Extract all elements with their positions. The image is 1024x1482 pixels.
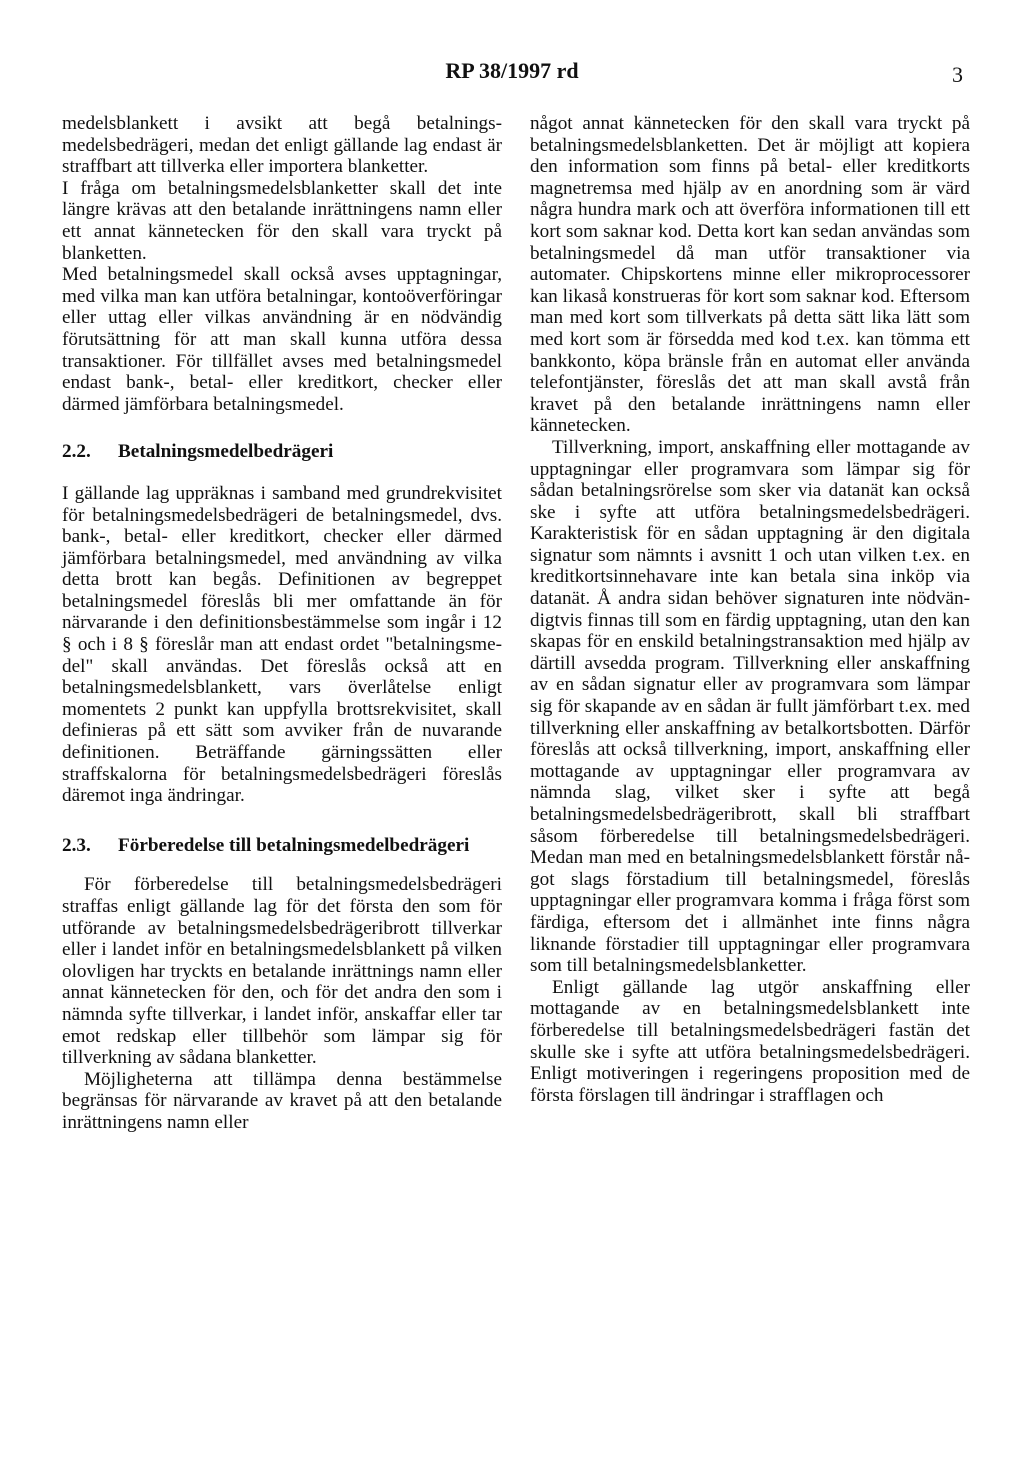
paragraph: Möjligheterna att tillämpa denna bestämmelse begränsas för närvarande av kravet på att den betalande inrättningens namn eller <box>62 1068 502 1133</box>
paragraph: Med betalningsmedel skall också avses upptagningar, med vilka man kan utföra betalningar, kontoöverföringar eller uttag eller vilkas användning är en nödvändig förutsättning för att man skall kunna utföra dessa transaktioner. För tillfället avses med betalningsmedel endast bank-, betal- eller kreditkort, checker eller därmed jämförbara betalningsmedel. <box>62 264 502 415</box>
paragraph: något annat kännetecken för den skall vara tryckt på betalningsmedelsblanketten. Det är möjligt att kopiera den information som finns på betal- eller kreditkorts magnetremsa med hjälp av en anordning som är värd några hundra mark och att överföra informationen till ett kort som saknar kod. Detta kort kan sedan användas som betalningsmedel då man utför transaktioner via automater. Chipskortens minne eller mikroprocessorer kan likaså konstrueras för kort som saknar kod. Eftersom man med kort som tillverkats på detta sätt lika lätt som med kort som är försedda med kod t.ex. kan tömma ett bankkonto, köpa bränsle från en automat eller använda telefontjänster, föreslås det att man skall avstå från kravet på den betalande inrättningens namn eller kännetecken. <box>530 113 970 437</box>
section-heading-2-3 <box>62 835 502 857</box>
section-number: 2.2. <box>62 441 91 463</box>
page-number: 3 <box>952 62 963 87</box>
paragraph: I fråga om betalningsmedelsblanketter skall det inte längre krävas att den betalande inrättningens namn eller ett annat kännetecken för den skall vara tryckt på blanketten. <box>62 177 502 264</box>
page-header <box>0 58 1024 88</box>
left-column <box>62 113 502 1134</box>
right-column <box>530 113 970 1106</box>
section-title: Förberedelse till betalningsmedelbedrägeri <box>118 834 470 856</box>
paragraph: I gällande lag uppräknas i samband med grundrekvisitet för betalningsmedelsbedrägeri de betalningsmedel, dvs. bank-, betal- eller kreditkort, checker eller därmed jämförbara betalningsmedel, med användning av vilka detta brott kan begås. Definitionen av begreppet betalningsmedel föreslås bli mer omfattande än för närvarande i den definitionsbestämmelse som ingår i 12 § och i 8 § föreslår man att endast ordet "betalningsmedel" skall användas. Det föreslås också att en betalningsmedelsblankett, vars överlåtelse enligt momentets 2 punkt kan uppfylla brottsrekvisitet, skall definieras på ett sätt som avviker från de nuvarande definitionen. Beträffande gärningssätten eller straffskalorna för betalningsmedelsbedrägeri föreslås däremot inga ändringar. <box>62 482 502 807</box>
paragraph: Tillverkning, import, anskaffning eller mottagande av upptagningar eller programvara som lämpar sig för sådan betalningsrörelse som sker via datanät kan också ske i syfte att utföra betalningsmedelsbedrägeri. Karakteristisk för en sådan upptagning är den digitala signatur som nämnts i avsnitt 1 och utan vilken t.ex. en kreditkortsinnehavare inte kan betala sina inköp via datanät. Å andra sidan behöver signaturen inte nödvändigtvis finnas till som en färdig upptagning, utan den kan skapas för en enskild betalningstransaktion med hjälp av därtill avsedda program. Tillverkning eller anskaffning av en sådan signatur eller av programvara som lämpar sig för skapande av en sådan är fullt jämförbart t.ex. med tillverkning eller anskaffning av betalkortsbotten. Därför föreslås att också tillverkning, import, anskaffning eller mottagande av upptagningar eller programvara av nämnda slag, vilket sker i syfte att begå betalningsmedelsbedrägeribrott, skall bli straffbart såsom förberedelse till betalningsmedelsbedrägeri. Medan man med en betalningsmedelsblankett förstår något slags förstadium till betalningsmedel, föreslås upptagningar eller programvara komma i fråga först som färdiga, eftersom det i allmänhet inte finns några liknande förstadier till upptagningar eller programvara som till betalningsmedelsblanketter. <box>530 436 970 977</box>
section-title: Betalningsmedelbedrägeri <box>118 441 334 463</box>
document-reference: RP 38/1997 rd <box>445 58 579 83</box>
paragraph: medelsblankett i avsikt att begå betalningsmedelsbedrägeri, medan det enligt gällande lag endast är straffbart att tillverka eller importera blanketter. <box>62 113 502 178</box>
paragraph: För förberedelse till betalningsmedelsbedrägeri straffas enligt gällande lag för det första den som för utförande av betalningsmedelsbedrägeribrott tillverkar eller i landet inför en betalningsmedelsblankett på vilken olovligen har tryckts en betalande inrättnings namn eller annat kännetecken för den, och för det andra den som i nämnda syfte tillverkar, i landet inför, anskaffar eller tar emot redskap eller tillbehör som lämpar sig för tillverkning av sådana blanketter. <box>62 874 502 1069</box>
section-heading-2-2 <box>62 441 502 463</box>
section-number: 2.3. <box>62 834 91 856</box>
paragraph: Enligt gällande lag utgör anskaffning eller mottagande av en betalningsmedelsblankett inte förberedelse till betalningsmedelsbedrägeri fastän det skulle ske i syfte att utföra betalningsmedelsbedrägeri. Enligt motiveringen i regeringens proposition med de första förslagen till ändringar i strafflagen och <box>530 976 970 1106</box>
